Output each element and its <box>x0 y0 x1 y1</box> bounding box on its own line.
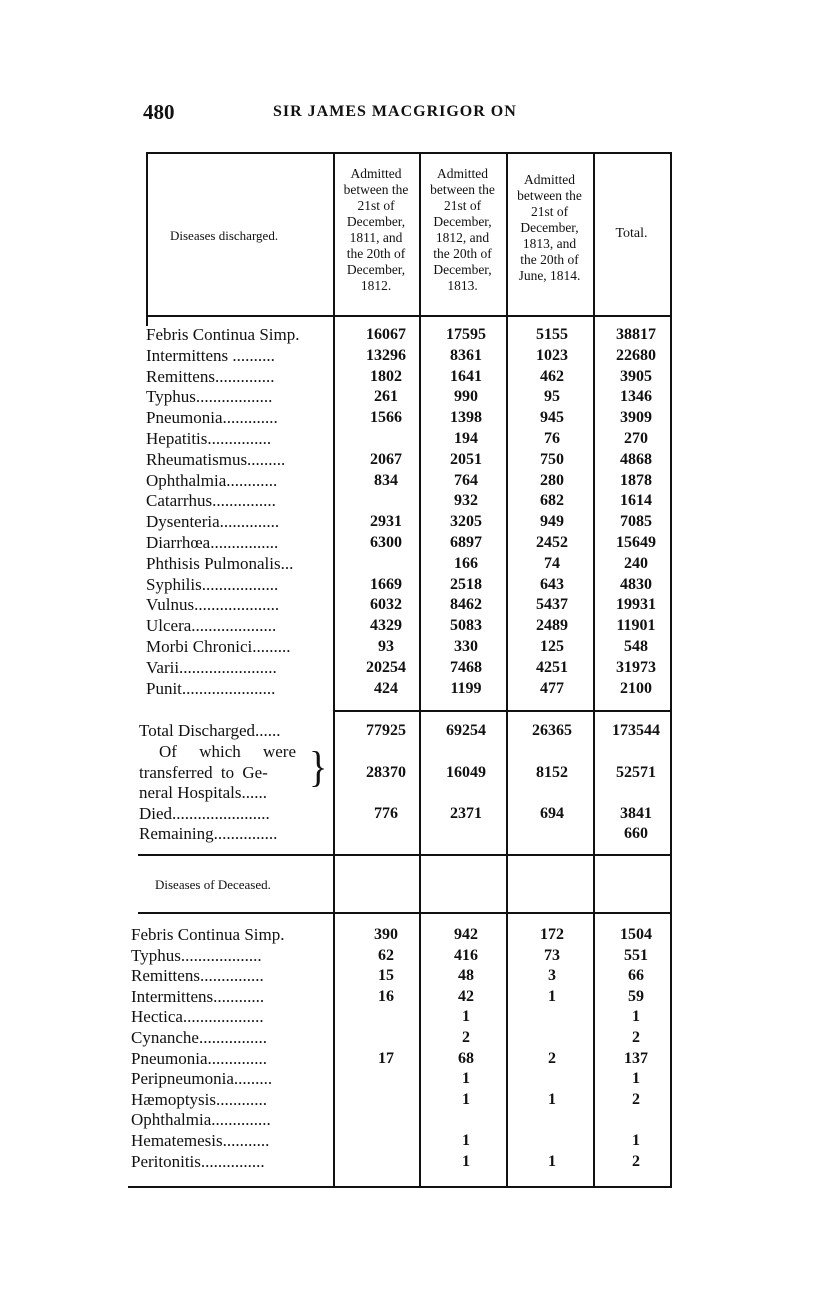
deceased-row-value: 1 <box>462 1070 470 1088</box>
died-col1: 776 <box>374 805 398 822</box>
deceased-row-name: Pneumonia.............. <box>131 1048 267 1068</box>
discharged-row-value: 3909 <box>620 409 652 427</box>
discharged-row-value: 166 <box>454 554 478 572</box>
deceased-row-value: 1504 <box>620 926 652 943</box>
deceased-row-name: Hæmoptysis............ <box>131 1089 268 1109</box>
deceased-row-name: Peritonitis............... <box>131 1151 265 1171</box>
discharged-row-value: 194 <box>454 430 478 447</box>
deceased-row-value: 2 <box>632 1029 640 1046</box>
deceased-row-value: 3 <box>548 967 556 985</box>
column-header-line: Admitted <box>524 172 575 187</box>
deceased-row-value: 62 <box>378 946 394 964</box>
total-discharged-label: Total Discharged...... <box>139 721 281 740</box>
discharged-row-value: 750 <box>540 450 564 468</box>
discharged-row-value: 15649 <box>616 534 656 551</box>
discharged-row-value: 764 <box>454 471 478 489</box>
discharged-row-name: Febris Continua Simp. <box>146 325 300 344</box>
column-header-line: the 20th of <box>433 246 492 261</box>
discharged-row-name: Remittens.............. <box>146 366 275 386</box>
deceased-row-value: 551 <box>624 946 648 964</box>
deceased-row-value: 172 <box>540 926 564 943</box>
discharged-row-value: 2518 <box>450 575 482 593</box>
discharged-row-value: 5155 <box>536 326 568 343</box>
discharged-row-value: 4830 <box>620 575 652 593</box>
brace: } <box>309 742 328 792</box>
running-head <box>143 100 673 126</box>
column-header-line: 1812. <box>360 278 392 293</box>
discharged-row-name: Syphilis.................. <box>146 574 279 594</box>
deceased-row-value: 1 <box>462 1152 470 1170</box>
discharged-row-value: 261 <box>374 388 398 406</box>
column-header-line: between the <box>430 182 495 197</box>
deceased-row-value: 390 <box>374 926 398 943</box>
rule-top <box>146 152 672 154</box>
discharged-row-value: 2489 <box>536 617 568 635</box>
total-col3: 26365 <box>532 722 572 739</box>
deceased-row-value: 17 <box>378 1049 394 1067</box>
deceased-row-value: 942 <box>454 926 478 943</box>
discharged-row-value: 4329 <box>370 617 402 635</box>
deceased-row-name: Peripneumonia......... <box>131 1069 273 1089</box>
discharged-row-value: 74 <box>544 554 560 572</box>
discharged-row-value: 6897 <box>450 534 482 551</box>
deceased-row-value: 42 <box>458 987 474 1005</box>
discharged-row-name: Punit...................... <box>146 678 276 698</box>
discharged-row-value: 1346 <box>620 388 652 406</box>
deceased-row-value: 416 <box>454 946 478 964</box>
rule-bottom <box>128 1186 672 1188</box>
deceased-row-value: 137 <box>624 1049 648 1067</box>
transferred-col1: 28370 <box>366 764 406 781</box>
transferred-col4: 52571 <box>616 764 656 781</box>
discharged-row-value: 20254 <box>366 658 406 676</box>
died-label: Died....................... <box>139 804 270 823</box>
discharged-row-value: 4868 <box>620 450 652 468</box>
discharged-row-name: Rheumatismus......... <box>146 449 286 469</box>
discharged-row-value: 16067 <box>366 326 406 343</box>
deceased-row-name: Ophthalmia.............. <box>131 1110 271 1130</box>
column-header-2 <box>419 166 506 294</box>
discharged-row-name: Vulnus.................... <box>146 595 280 615</box>
discharged-row-value: 7468 <box>450 658 482 676</box>
discharged-row-value: 125 <box>540 638 564 655</box>
column-header-line: 21st of <box>443 198 482 213</box>
discharged-row-value: 462 <box>540 367 564 385</box>
deceased-row-value: 15 <box>378 967 394 985</box>
discharged-row-value: 3905 <box>620 367 652 385</box>
discharged-row-value: 2067 <box>370 450 402 468</box>
stub-header: Diseases discharged. <box>170 228 279 243</box>
deceased-row-value: 1 <box>462 1090 470 1108</box>
column-header-line: 1812, and <box>435 230 490 245</box>
discharged-row-value: 7085 <box>620 513 652 531</box>
discharged-row-name: Dysenteria.............. <box>146 512 280 532</box>
discharged-row-value: 643 <box>540 575 564 593</box>
discharged-row-name: Diarrhœa................ <box>146 533 279 552</box>
discharged-row-value: 93 <box>378 638 394 655</box>
discharged-row-value: 548 <box>624 638 648 655</box>
column-header-line: the 20th of <box>346 246 406 261</box>
column-header-line: Admitted <box>350 166 402 181</box>
discharged-row-name: Ulcera.................... <box>146 616 277 636</box>
column-header-4 <box>593 226 670 242</box>
column-header-line: 21st of <box>357 198 395 213</box>
discharged-row-value: 17595 <box>446 326 486 343</box>
column-header-line: December, <box>433 262 492 277</box>
total-col1: 77925 <box>366 722 406 739</box>
deceased-row-value: 2 <box>632 1090 640 1108</box>
discharged-row-value: 4251 <box>536 658 568 676</box>
discharged-row-value: 270 <box>624 430 648 447</box>
discharged-row-name: Phthisis Pulmonalis... <box>146 553 294 573</box>
discharged-row-value: 949 <box>540 513 564 531</box>
deceased-header: Diseases of Deceased. <box>155 877 271 892</box>
transferred-line-2: transferred to Ge- <box>139 763 268 782</box>
column-header-line: 1813. <box>447 278 478 293</box>
rule-left <box>146 154 148 326</box>
transferred-line-1: Of which were <box>159 742 297 761</box>
discharged-row-value: 5437 <box>536 596 568 614</box>
deceased-row-name: Intermittens............ <box>131 986 265 1006</box>
discharged-row-value: 932 <box>454 492 478 510</box>
discharged-row-value: 1614 <box>620 492 652 510</box>
deceased-row-value: 1 <box>548 1090 556 1108</box>
discharged-row-value: 1802 <box>370 367 402 385</box>
column-header-3 <box>506 172 593 284</box>
discharged-row-value: 2452 <box>536 534 568 551</box>
remaining-col4: 660 <box>624 825 648 842</box>
discharged-row-value: 3205 <box>450 513 482 531</box>
discharged-row-value: 330 <box>454 638 478 655</box>
total-col2: 69254 <box>446 722 486 739</box>
deceased-row-value: 59 <box>628 987 644 1005</box>
discharged-row-name: Catarrhus............... <box>146 491 276 511</box>
column-header-line: 1811, and <box>349 230 403 245</box>
column-header-1 <box>333 166 419 294</box>
rule-after-body <box>333 710 672 712</box>
discharged-row-value: 1023 <box>536 346 568 364</box>
deceased-row-value: 2 <box>632 1152 640 1170</box>
deceased-row-value: 68 <box>458 1049 474 1067</box>
rule-deceased-bottom <box>138 912 672 914</box>
deceased-row-name: Cynanche................ <box>131 1028 267 1047</box>
discharged-row-value: 6300 <box>370 534 402 551</box>
deceased-row-value: 2 <box>462 1029 470 1046</box>
column-header-line: between the <box>343 182 409 197</box>
discharged-row-value: 682 <box>540 492 564 510</box>
deceased-row-value: 2 <box>548 1049 556 1067</box>
column-header-line: December, <box>346 214 406 229</box>
statistics-table <box>128 152 672 1188</box>
discharged-row-name: Intermittens .......... <box>146 345 275 365</box>
discharged-row-name: Hepatitis............... <box>146 429 272 448</box>
discharged-row-value: 76 <box>544 430 560 447</box>
column-header-line: between the <box>517 188 582 203</box>
discharged-row-value: 1878 <box>620 471 652 489</box>
rule-header-bottom <box>146 315 672 317</box>
discharged-row-value: 8361 <box>450 346 482 364</box>
total-col4: 173544 <box>612 722 660 739</box>
died-col2: 2371 <box>450 805 482 822</box>
column-header-line: Admitted <box>437 166 488 181</box>
column-header-line: 1813, and <box>522 236 577 251</box>
deceased-row-name: Typhus................... <box>131 945 262 965</box>
remaining-label: Remaining............... <box>139 824 278 843</box>
discharged-row-value: 2100 <box>620 679 652 697</box>
page-number: 480 <box>143 100 175 124</box>
deceased-row-value: 1 <box>632 1070 640 1088</box>
discharged-row-value: 2051 <box>450 450 482 468</box>
discharged-row-name: Ophthalmia............ <box>146 470 278 490</box>
transferred-line-3: neral Hospitals...... <box>139 783 267 802</box>
column-header-line: December, <box>433 214 492 229</box>
discharged-row-value: 1199 <box>450 679 482 697</box>
deceased-row-value: 1 <box>462 1132 470 1149</box>
rule-c1 <box>333 154 335 1188</box>
deceased-row-value: 48 <box>458 967 474 985</box>
discharged-row-value: 31973 <box>616 658 656 676</box>
discharged-row-value: 834 <box>374 471 398 489</box>
column-header-line: June, 1814. <box>518 268 581 283</box>
discharged-row-value: 8462 <box>450 596 482 614</box>
discharged-row-name: Typhus.................. <box>146 387 273 407</box>
discharged-row-value: 6032 <box>370 596 402 614</box>
discharged-row-value: 1566 <box>370 409 402 427</box>
deceased-row-value: 16 <box>378 987 394 1005</box>
died-col3: 694 <box>540 805 564 822</box>
column-header-line: 21st of <box>530 204 569 219</box>
deceased-row-name: Hematemesis........... <box>131 1131 270 1150</box>
discharged-row-value: 1398 <box>450 409 482 427</box>
discharged-row-value: 5083 <box>450 617 482 635</box>
running-title: SIR JAMES MACGRIGOR ON <box>273 103 517 120</box>
discharged-row-value: 95 <box>544 388 560 406</box>
deceased-row-value: 1 <box>632 1132 640 1149</box>
discharged-row-value: 240 <box>624 554 648 572</box>
column-header-line: Total. <box>615 226 648 241</box>
deceased-row-value: 73 <box>544 946 560 964</box>
discharged-row-value: 38817 <box>616 326 656 343</box>
discharged-row-value: 280 <box>540 471 564 489</box>
deceased-row-name: Remittens............... <box>131 966 264 986</box>
deceased-row-value: 1 <box>462 1008 470 1026</box>
discharged-row-name: Varii....................... <box>146 657 277 677</box>
discharged-row-value: 945 <box>540 409 564 427</box>
discharged-row-value: 11901 <box>616 617 656 635</box>
discharged-row-value: 990 <box>454 388 478 406</box>
discharged-row-value: 2931 <box>370 513 402 531</box>
rule-deceased-top <box>138 854 672 856</box>
discharged-row-value: 1669 <box>370 575 402 593</box>
deceased-row-value: 66 <box>628 967 644 985</box>
transferred-col3: 8152 <box>536 764 568 781</box>
column-header-line: December, <box>346 262 406 277</box>
transferred-col2: 16049 <box>446 764 486 781</box>
discharged-row-value: 424 <box>374 679 398 697</box>
discharged-row-value: 13296 <box>366 346 406 364</box>
deceased-row-value: 1 <box>548 987 556 1005</box>
deceased-row-value: 1 <box>548 1152 556 1170</box>
deceased-row-name: Febris Continua Simp. <box>131 925 285 944</box>
deceased-row-value: 1 <box>632 1008 640 1026</box>
discharged-row-value: 1641 <box>450 367 482 385</box>
deceased-row-name: Hectica................... <box>131 1007 264 1027</box>
discharged-row-value: 22680 <box>616 346 656 364</box>
died-col4: 3841 <box>620 805 652 822</box>
discharged-row-name: Pneumonia............. <box>146 408 278 428</box>
column-header-line: December, <box>520 220 579 235</box>
discharged-row-value: 19931 <box>616 596 656 614</box>
discharged-row-value: 477 <box>540 679 564 697</box>
column-header-line: the 20th of <box>520 252 579 267</box>
discharged-row-name: Morbi Chronici......... <box>146 637 291 656</box>
